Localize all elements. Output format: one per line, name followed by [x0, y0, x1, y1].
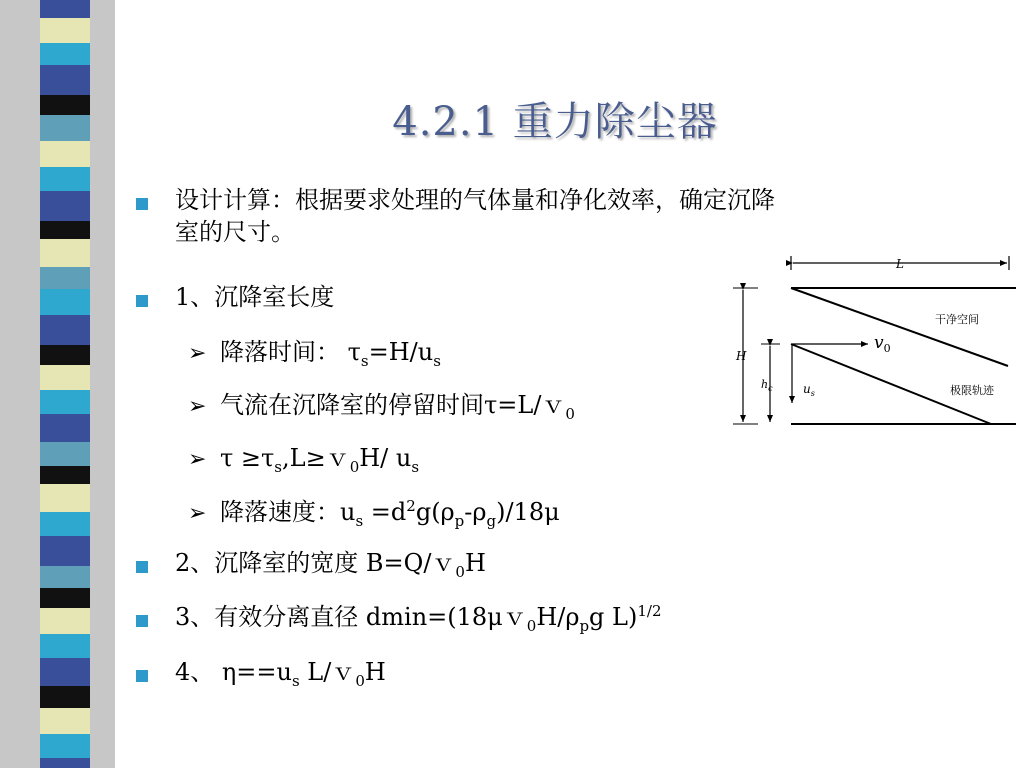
stripe-segment — [40, 0, 90, 18]
bullet-text-design — [175, 184, 775, 249]
bullet-square — [136, 295, 148, 307]
hc-label: $h_c$ — [761, 378, 773, 393]
subscript: g — [486, 511, 497, 530]
bullet-text-diameter — [175, 601, 661, 636]
text-part: )/18μ — [496, 498, 560, 526]
stripe-segment — [40, 536, 90, 566]
stripe-segment — [40, 221, 90, 239]
stripe-segment — [40, 566, 90, 588]
text-part: τ ≥τ — [220, 444, 275, 472]
stripe-segment — [40, 345, 90, 365]
stripe-segment — [40, 758, 90, 768]
stripe-segment — [40, 686, 90, 708]
stripe-segment — [40, 267, 90, 289]
stripe-segment — [40, 390, 90, 414]
text-part: H — [464, 549, 486, 577]
bullet-text-length: 1、沉降室长度 — [175, 283, 335, 311]
subscript: 0 — [349, 457, 360, 476]
stripe-segment — [40, 191, 90, 221]
H-label: H — [736, 349, 747, 363]
arrow-bullet-icon: ➢ — [188, 447, 207, 472]
stripe-segment — [40, 466, 90, 484]
L-label: L — [896, 257, 904, 271]
settling-chamber-diagram — [728, 248, 1018, 433]
subscript: s — [360, 351, 369, 370]
stripe-segment — [40, 588, 90, 608]
text-part: 4、 η==u — [175, 658, 292, 686]
text-part: 3、有效分离直径 dmin=(18μｖ — [175, 603, 527, 631]
bullet-text-line1: 设计计算：根据要求处理的气体量和净化效率，确定沉降 — [175, 186, 775, 214]
text-part: g L) — [589, 603, 638, 631]
arrow-bullet-icon: ➢ — [188, 341, 207, 366]
subscript: 0 — [355, 671, 365, 690]
slide-title: 4.2.1 重力除尘器 — [392, 99, 718, 145]
text-part: ,L≥ｖ — [282, 444, 350, 472]
text-part: =d — [363, 498, 407, 526]
bullet-text-width — [175, 547, 486, 582]
stripe-segment — [40, 239, 90, 267]
bullet-text-efficiency — [175, 656, 386, 691]
sub-item-settling-velocity — [220, 496, 560, 531]
bullet-square — [136, 670, 148, 682]
stripe-segment — [40, 414, 90, 442]
stripe-segment — [40, 734, 90, 758]
subscript: s — [433, 351, 441, 370]
text-part: g(ρ — [415, 498, 455, 526]
stripe-segment — [40, 634, 90, 658]
stripe-segment — [40, 315, 90, 345]
text-part: H — [364, 658, 386, 686]
text-part: =H/u — [368, 338, 434, 366]
superscript: 2 — [406, 497, 416, 515]
stripe-segment — [40, 167, 90, 191]
subscript: 0 — [526, 616, 537, 635]
text-part: L/ｖ — [299, 658, 356, 686]
subscript: s — [274, 457, 282, 476]
upper-trajectory — [791, 288, 1008, 366]
sub-item-settling-time — [220, 336, 441, 371]
stripe-segment — [40, 658, 90, 686]
text-part: H/ρ — [536, 603, 580, 631]
subscript: p — [454, 511, 465, 530]
text-part: H/ u — [359, 444, 412, 472]
stripe-segment — [40, 289, 90, 315]
clean-space-label: 干净空间 — [935, 313, 979, 326]
stripe-segment — [40, 442, 90, 466]
stripe-segment — [40, 365, 90, 390]
bullet-text-line2: 室的尺寸。 — [175, 218, 295, 247]
text-part: -ρ — [464, 498, 487, 526]
stripe-segment — [40, 484, 90, 512]
sub-item-condition — [220, 442, 419, 477]
sub-item-residence-time — [220, 389, 575, 424]
text-part: 2、沉降室的宽度 B=Q/ｖ — [175, 549, 456, 577]
subscript: s — [291, 671, 300, 690]
bullet-square — [136, 198, 148, 210]
stripe-segment — [40, 512, 90, 536]
us-label: $u_s$ — [803, 382, 815, 398]
arrow-bullet-icon: ➢ — [188, 394, 207, 419]
subscript: 0 — [455, 562, 465, 581]
arrow-bullet-icon: ➢ — [188, 501, 207, 526]
text-part: 降落时间： τ — [220, 338, 361, 366]
subscript: s — [355, 511, 364, 530]
text-part: 气流在沉降室的停留时间τ=L/ｖ — [220, 391, 566, 419]
text-part: 降落速度：u — [220, 498, 356, 526]
stripe-segment — [40, 708, 90, 734]
bullet-square — [136, 561, 148, 573]
stripe-segment — [40, 608, 90, 634]
subscript: p — [579, 616, 590, 635]
subscript: 0 — [565, 404, 575, 423]
v0-label: $v_0$ — [874, 333, 891, 355]
subscript: s — [411, 457, 420, 476]
bullet-square — [136, 615, 148, 627]
stripe-segment — [40, 43, 90, 65]
limit-trajectory-label: 极限轨迹 — [950, 384, 994, 397]
superscript: 1/2 — [637, 602, 662, 620]
stripe-segment — [40, 18, 90, 43]
